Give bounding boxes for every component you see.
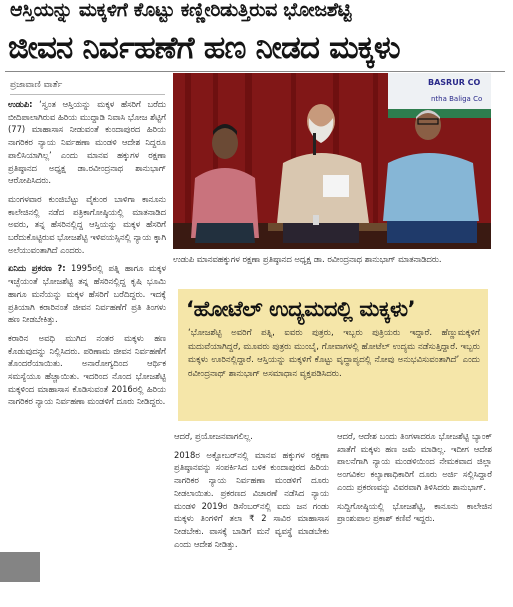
headline-divider: [5, 71, 505, 72]
corner-overlay: [0, 552, 40, 582]
byline-divider: [10, 94, 165, 95]
banner-text-bottom: ntha Baliga Co: [431, 95, 483, 103]
subhead-case: ಏನಿದು ಪ್ರಕರಣ ?:: [8, 263, 66, 274]
photo-caption: ಉಡುಪಿ ಮಾನವಹಕ್ಕುಗಳ ರಕ್ಷಣಾ ಪ್ರತಿಷ್ಠಾನದ ಅಧ್ಯಕ್ಷ ಡಾ. ರವೀಂದ್ರನಾಥ ಶಾನುಭಾಗ್ ಮಾತನಾಡಿದರು.: [173, 254, 442, 264]
article-column-1: [8, 98, 166, 607]
press-meet-photo: [173, 73, 491, 249]
article-kicker: ಆಸ್ತಿಯನ್ನು ಮಕ್ಕಳಿಗೆ ಕೊಟ್ಟು ಕಣ್ಣೀರಿಡುತ್ತಿರುವ ಭೋಜಶೆಟ್ಟಿ: [10, 0, 352, 21]
article-column-3: [337, 430, 492, 607]
article-column-2: [174, 430, 329, 607]
highlight-box-title: ‘ಹೋಟೆಲ್ ಉದ್ಯಮದಲ್ಲಿ ಮಕ್ಕಳು’: [186, 297, 416, 321]
highlight-box: [178, 289, 488, 421]
banner-text-top: BASRUR CO: [428, 78, 481, 87]
article-headline: ಜೀವನ ನಿರ್ವಹಣೆಗೆ ಹಣ ನೀಡದ ಮಕ್ಕಳು: [8, 30, 400, 66]
paragraph-complaint: ಕರಾರಿನ ಅವಧಿ ಮುಗಿದ ನಂತರ ಮಕ್ಕಳು ಹಣ ಕೊಡುವುದನ್ನು ನಿಲ್ಲಿಸಿದರು. ಪರಿಣಾಮ ಜೀವನ ನಿರ್ವಹಣೆಗೆ ತೊಂದರೆಯಾಯಿತು. ಅನಾರೋಗ್ಯದಿಂದ ಆರ್ಥಿಕ ಸಮಸ್ಯೆಯೂ ಹೆಚ್ಚಾಯಿತು. ಇದರಿಂದ ನೊಂದ ಭೋಜಶೆಟ್ಟಿ ಮಕ್ಕಳಿಂದ ಮಾಹಾಸಾಸ ಕೊಡಿಸುವಂತೆ 2016ರಲ್ಲಿ ಹಿರಿಯ ನಾಗರಿಕರ ನ್ಯಾಯ ನಿರ್ವಹಣಾ ಮಂಡಳಿಗೆ ದೂರು ನೀಡಿದ್ದರು.: [8, 332, 166, 407]
press-meet-photo-illustration: [173, 73, 491, 249]
paragraph-press-meet: ಮಂಗಳವಾರ ಕುಂಜಿಬೆಟ್ಟು ವೈಕುಂಠ ಬಾಳಿಗಾ ಕಾನೂನು ಕಾಲೇಜಿನಲ್ಲಿ ನಡೆದ ಪತ್ರಿಕಾಗೋಷ್ಠಿಯಲ್ಲಿ ಮಾತನಾಡಿದ ಅವರು, ತನ್ನ ಹೆಸರಿನಲ್ಲಿದ್ದ ಆಸ್ತಿಯನ್ನು ಮಕ್ಕಳ ಹೆಸರಿಗೆ ಬರೆದುಕೊಟ್ಟಿರುವ ಭೋಜಶೆಟ್ಟಿ ಇಳಿವಯಸ್ಸಿನಲ್ಲಿ ನ್ಯಾಯ ಕ್ಕಾಗಿ ಅಲೆಯುವಂತಾಗಿದೆ ಎಂದರು.: [8, 193, 166, 255]
paragraph-case-text: 1995ರಲ್ಲಿ ಪತ್ನಿ ಹಾಗೂ ಮಕ್ಕಳ ಇಚ್ಛೆಯಂತೆ ಭೋಜಶೆಟ್ಟಿ ತನ್ನ ಹೆಸರಿನಲ್ಲಿದ್ದ ಕೃಷಿ ಭೂಮಿ ಹಾಗೂ ಮನೆಯನ್ನು ಮಕ್ಕಳ ಹೆಸರಿಗೆ ಬರೆದಿದ್ದರು. ಇದಕ್ಕೆ ಪ್ರತಿಯಾಗಿ ಕರಾರಿನಂತೆ ಜೀವನ ನಿರ್ವಹಣೆಗೆ ಪ್ರತಿ ತಿಂಗಳು ಹಣ ನೀಡಬೇಕಿತ್ತು.: [8, 263, 166, 325]
paragraph-non-compliance: ಆದರೆ, ಆದೇಶ ಬಂದು ತಿಂಗಳಾದರೂ ಭೋಜಶೆಟ್ಟಿ ಬ್ಯಾಂಕ್ ಖಾತೆಗೆ ಮಕ್ಕಳು ಹಣ ಜಮೆ ಮಾಡಿಲ್ಲ. ಇದೀಗ ಆದೇಶ ಪಾಲನೆಗಾಗಿ ನ್ಯಾಯ ಮಂಡಳಿಯಿಂದ ನೇಮಕವಾದ ಜಿಲ್ಲಾ ಅಂಗವಿಕಲ ಕಲ್ಯಾಣಾಧಿಕಾರಿಗೆ ದೂರು ಅರ್ಜಿ ಸಲ್ಲಿಸಿದ್ದಾರೆ ಎಂದು ಪ್ರಕರಣವನ್ನು ವಿವರವಾಗಿ ತಿಳಿಸಿದರು ಶಾನುಭಾಗ್.: [337, 431, 492, 492]
paragraph-intro: [8, 98, 166, 187]
paragraph-order: 2018ರ ಅಕ್ಟೋಬರ್‌ನಲ್ಲಿ ಮಾನವ ಹಕ್ಕುಗಳ ರಕ್ಷಣಾ ಪ್ರತಿಷ್ಠಾನವನ್ನು ಸಂಪರ್ಕಿಸಿದ ಬಳಿಕ ಕುಂದಾಪುರದ ಹಿರಿಯ ನಾಗರಿಕರ ನ್ಯಾಯ ನಿರ್ವಹಣಾ ಮಂಡಳಿಗೆ ದೂರು ನೀಡಲಾಯಿತು. ಪ್ರಕರಣದ ವಿಚಾರಣೆ ನಡೆಸಿದ ನ್ಯಾಯ ಮಂಡಳಿ 2019ರ ಡಿಸೆಂಬರ್‌ನಲ್ಲಿ ಐದು ಜನ ಗಂಡು ಮಕ್ಕಳು ತಿಂಗಳಿಗೆ ತಲಾ ₹ 2 ಸಾವಿರ ಮಾಹಾಸಾಸ ನೀಡಬೇಕು. ವಾಸಕ್ಕೆ ಬಾಡಿಗೆ ಮನೆ ವ್ಯವಸ್ಥೆ ಮಾಡಬೇಕು ಎಂದು ಆದೇಶ ನೀಡಿತ್ತು.: [174, 449, 329, 549]
paragraph-attendees: ಸುದ್ದಿಗೋಷ್ಠಿಯಲ್ಲಿ ಭೋಜಶೆಟ್ಟಿ, ಕಾನೂನು ಕಾಲೇಜಿನ ಪ್ರಾಂಶುಪಾಲ ಪ್ರಕಾಶ್ ಕಣಿವೆ ಇದ್ದರು.: [337, 500, 492, 524]
paragraph-intro-text: ‘ಸ್ವಂತ ಆಸ್ತಿಯನ್ನು ಮಕ್ಕಳ ಹೆಸರಿಗೆ ಬರೆದು ಬೀದಿಪಾಲಾಗಿರುವ ಹಿರಿಯ ಮುದ್ದಾಡಿ ನಿವಾಸಿ ಭೋಜ ಶೆಟ್ಟಿಗೆ (77) ಮಾಹಾಸಾಸ ನೀಡುವಂತೆ ಕುಂದಾಪುರದ ಹಿರಿಯ ನಾಗರಿಕರ ನ್ಯಾಯ ನಿರ್ವಹಣಾ ಮಂಡಳಿ ಆದೇಶ ನಿದ್ದರೂ ಪಾಲಿಸಿಯಾಗಿಲ್ಲ’ ಎಂದು ಮಾನವ ಹಕ್ಕುಗಳ ರಕ್ಷಣಾ ಪ್ರತಿಷ್ಠಾನದ ಅಧ್ಯಕ್ಷ ಡಾ.ರವೀಂದ್ರನಾಥ ಶಾನುಭಾಗ್ ಆರೋಪಿಸಿದರು.: [8, 99, 166, 186]
dateline: ಉಡುಪಿ:: [8, 99, 33, 109]
article-byline: ಪ್ರಜಾವಾಣಿ ವಾರ್ತೆ: [10, 80, 63, 90]
paragraph-case: [8, 262, 166, 326]
highlight-box-body: ‘ಭೋಜಶೆಟ್ಟಿ ಅವರಿಗೆ ಪತ್ನಿ, ಐವರು ಪುತ್ರರು, ಇಬ್ಬರು ಪುತ್ರಿಯರು ಇದ್ದಾರೆ. ಹೆಣ್ಣುಮಕ್ಕಳಿಗೆ ಮದುವೆಯಾಗಿದ್ದರೆ, ಮೂವರು ಪುತ್ರರು ಮುಂಬೈ, ಗೋವಾಗಳಲ್ಲಿ ಹೋಟೆಲ್ ಉದ್ಯಮ ನಡೆಸುತ್ತಿದ್ದಾರೆ. ಇಬ್ಬರು ಮಕ್ಕಳು ಊರಿನಲ್ಲಿದ್ದಾರೆ. ಆಸ್ತಿಯನ್ನು ಮಕ್ಕಳಿಗೆ ಕೊಟ್ಟು ವೃದ್ಧಾಪ್ಯದಲ್ಲಿ ನೋವು ಅನುಭವಿಸುವಂತಾಗಿದೆ’ ಎಂದು ರವೀಂದ್ರನಾಥ್ ಶಾನುಭಾಗ್ ಅಸಮಾಧಾನ ವ್ಯಕ್ತಪಡಿಸಿದರು.: [188, 328, 480, 379]
paragraph-no-result: ಆದರೆ, ಪ್ರಯೋಜನವಾಗಲಿಲ್ಲ.: [174, 431, 253, 441]
